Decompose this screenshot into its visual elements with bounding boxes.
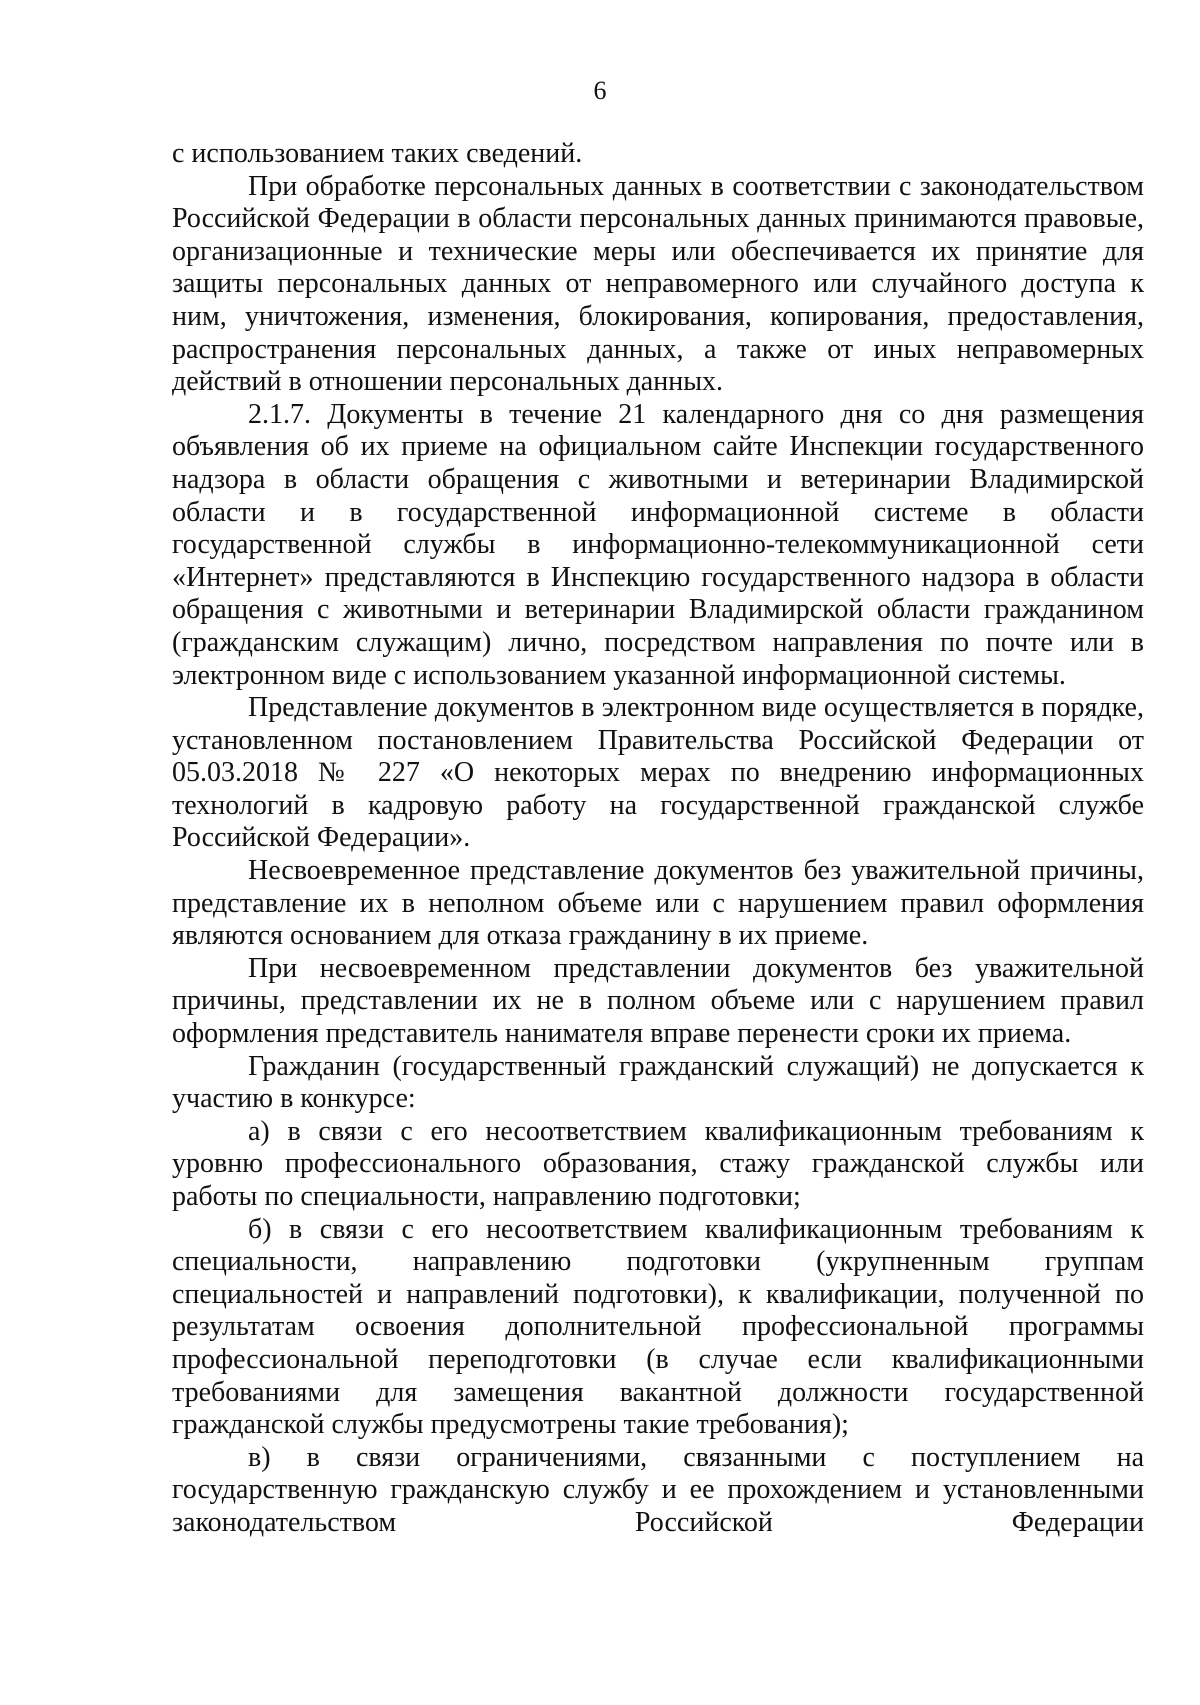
- list-item-b: б) в связи с его несоответствием квалификационным требованиям к специальности, направлению подготовки (укрупненным группам специальностей и направлений подготовки), к квалификации, полученной по результатам освоения дополнительной профессиональной программы профессиональной переподготовки (в случае если квалификационными требованиями для замещения вакантной должности государственной гражданской службы предусмотрены такие требования);: [172, 1213, 1144, 1441]
- paragraph-continuation: с использованием таких сведений.: [172, 138, 583, 169]
- paragraph-electronic-submission: Представление документов в электронном виде осуществляется в порядке, установленном постановлением Правительства Российской Федерации от 05.03.2018 № 227 «О некоторых мерах по внедрению информационных технологий в кадровую работу на государственной гражданской службе Российской Федерации».: [172, 692, 1144, 854]
- paragraph-deadline-transfer: При несвоевременном представлении документов без уважительной причины, представлении их не в полном объеме или с нарушением правил оформления представитель нанимателя вправе перенести сроки их приема.: [172, 952, 1144, 1050]
- page-number: 6: [593, 76, 607, 105]
- list-item-v: в) в связи ограничениями, связанными с поступлением на государственную гражданскую службу и ее прохождением и установленными законодательством Российской Федерации: [172, 1441, 1144, 1538]
- paragraph-personal-data: При обработке персональных данных в соответствии с законодательством Российской Федерации в области персональных данных принимаются правовые, организационные и технические меры или обеспечивается их принятие для защиты персональных данных от неправомерного или случайного доступа к ним, уничтожения, изменения, блокирования, копирования, предоставления, распространения персональных данных, а также от иных неправомерных действий в отношении персональных данных.: [172, 170, 1144, 398]
- paragraph-2-1-7: 2.1.7. Документы в течение 21 календарного дня со дня размещения объявления об их приеме на официальном сайте Инспекции государственного надзора в области обращения с животными и ветеринарии Владимирской области и в государственной информационной системе в области государственной службы в информационно-телекоммуникационной сети «Интернет» представляются в Инспекцию государственного надзора в области обращения с животными и ветеринарии Владимирской области гражданином (гражданским служащим) лично, посредством направления по почте или в электронном виде с использованием указанной информационной системы.: [172, 398, 1144, 691]
- document-body: [172, 138, 1144, 1540]
- paragraph-not-admitted: Гражданин (государственный гражданский служащий) не допускается к участию в конкурсе:: [172, 1050, 1144, 1115]
- list-item-a: а) в связи с его несоответствием квалификационным требованиям к уровню профессионального образования, стажу гражданской службы или работы по специальности, направлению подготовки;: [172, 1115, 1144, 1212]
- paragraph-late-submission: Несвоевременное представление документов без уважительной причины, представление их в неполном объеме или с нарушением правил оформления являются основанием для отказа гражданину в их приеме.: [172, 855, 1144, 952]
